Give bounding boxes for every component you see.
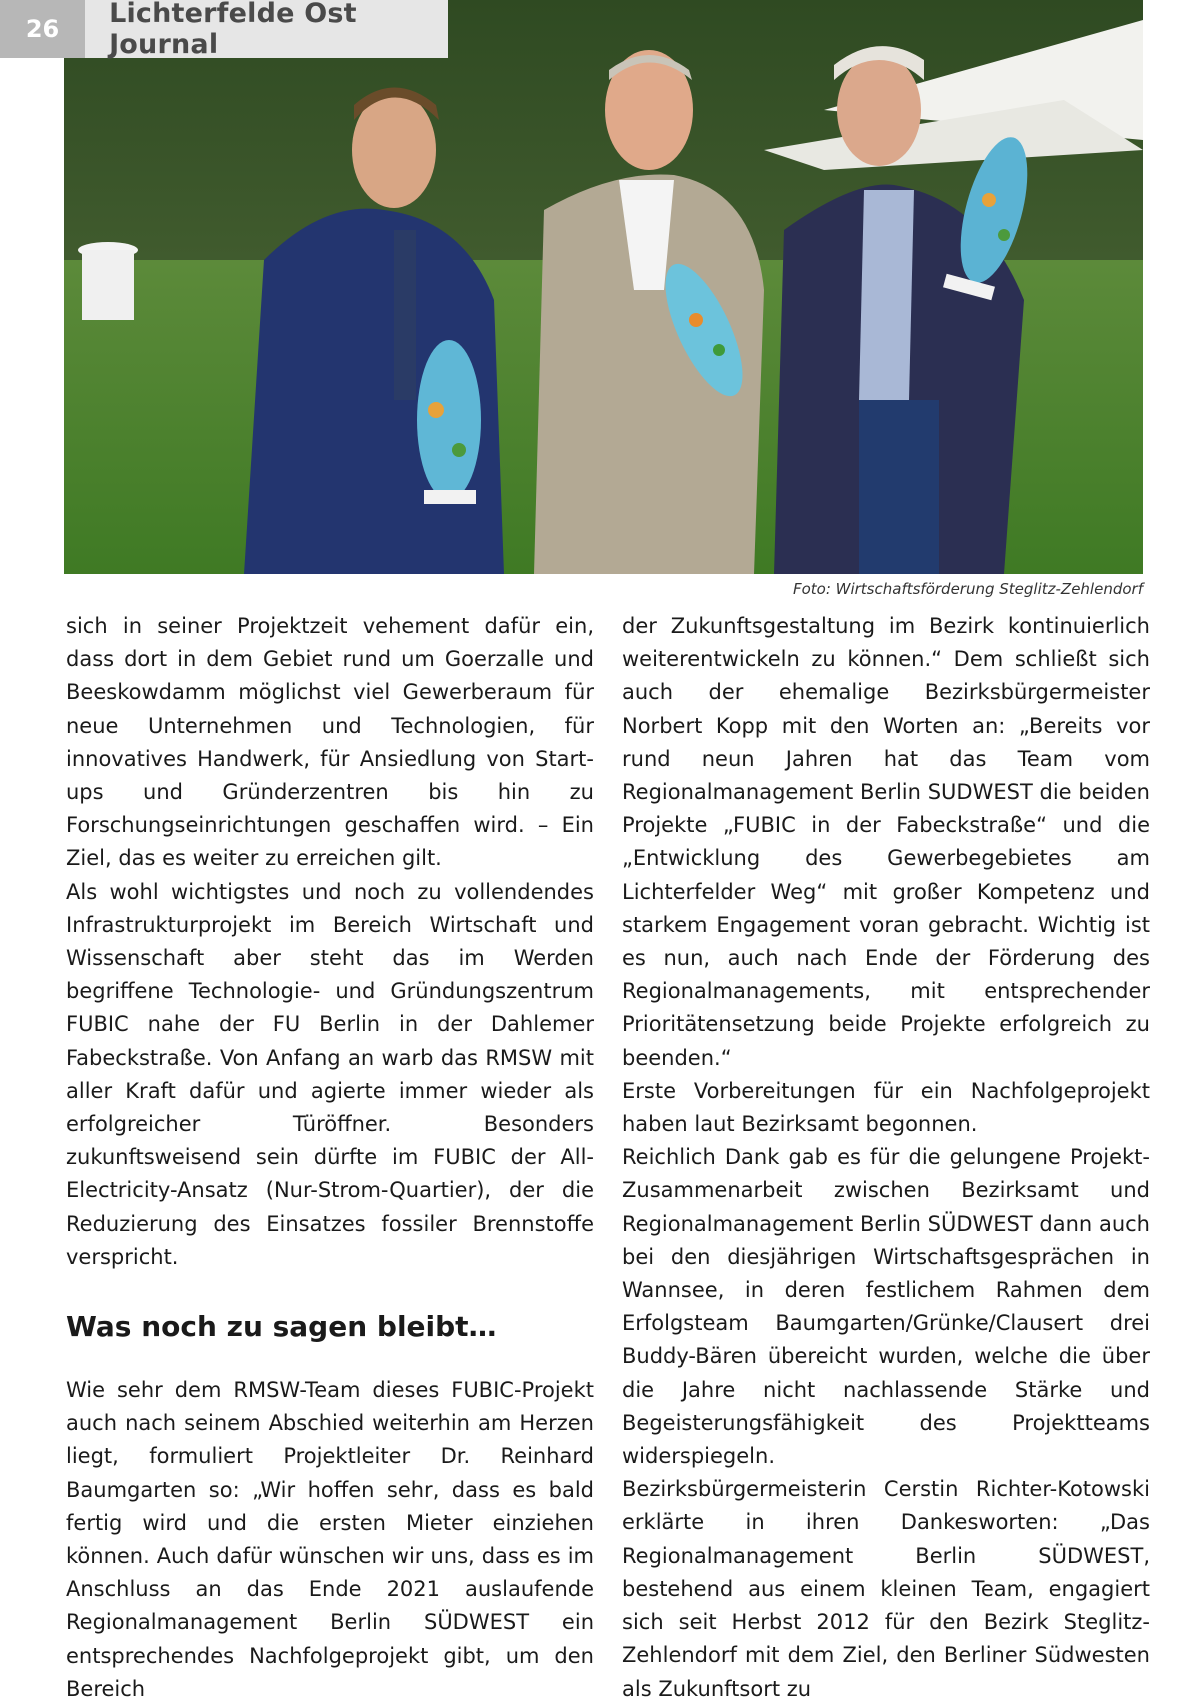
paragraph: der Zukunftsgestaltung im Bezirk kontinuierlich weiterentwickeln zu können.“ Dem schließt sich auch der ehemalige Bezirksbürgermeister Norbert Kopp mit den Worten an: „Bereits vor rund neun Jahren hat das Team vom Regionalmanagement Berlin SUDWEST die beiden Projekte „FUBIC in der Fabeckstraße“ und die „Entwicklung des Gewerbegebietes am Lichterfelder Weg“ mit großer Kompetenz und starkem Engagement voran gebracht. Wichtig ist es nun, auch nach Ende der Förderung des Regionalmanagements, mit entsprechender Prioritätensetzung beide Projekte erfolgreich zu beenden.“: [622, 614, 1150, 1070]
paragraph: Wie sehr dem RMSW-Team dieses FUBIC-Projekt auch nach seinem Abschied weiterhin am Herzen liegt, formuliert Projektleiter Dr. Reinhard Baumgarten so: „Wir hoffen sehr, dass es bald fertig wird und die ersten Mieter einziehen können. Auch dafür wünschen wir uns, dass es im Anschluss an das Ende 2021 auslaufende Regionalmanagement Berlin SÜDWEST ein entsprechendes Nachfolgeprojekt gibt, um den Bereich: [66, 1378, 594, 1701]
paragraph: Erste Vorbereitungen für ein Nachfolgeprojekt haben laut Bezirksamt begonnen.: [622, 1078, 1150, 1137]
page-number: 26: [0, 0, 85, 58]
page-header: [0, 0, 448, 58]
paragraph: Als wohl wichtigstes und noch zu vollendendes Infrastrukturprojekt im Bereich Wirtschaft und Wissenschaft aber steht das im Werden begriffene Technologie- und Gründungszentrum FUBIC nahe der FU Berlin in der Dahlemer Fabeckstraße. Von Anfang an warb das RMSW mit aller Kraft dafür und agierte immer wieder als erfolgreicher Türöffner. Besonders zukunftsweisend sein dürfte im FUBIC der All-Electricity-Ansatz (Nur-Strom-Quartier), der die Reduzierung des Einsatzes fossiler Brennstoffe verspricht.: [66, 879, 594, 1269]
journal-title: Lichterfelde Ost Journal: [109, 0, 357, 60]
paragraph: Bezirksbürgermeisterin Cerstin Richter-Kotowski erklärte in ihren Dankesworten: „Das Regionalmanagement Berlin SÜDWEST, bestehend aus einem kleinen Team, engagiert sich seit Herbst 2012 für den Bezirk Steglitz-Zehlendorf mit dem Ziel, den Berliner Südwesten als Zukunftsort zu: [622, 1477, 1150, 1701]
right-column: [622, 610, 1150, 1706]
paragraph: sich in seiner Projektzeit vehement dafür ein, dass dort in dem Gebiet rund um Goerzalle und Beeskowdamm möglichst viel Gewerberaum für neue Unternehmen und Technologien, für innovatives Handwerk, für Ansiedlung von Start-ups und Gründerzentren bis hin zu Forschungseinrichtungen geschaffen wird. – Ein Ziel, das es weiter zu erreichen gilt.: [66, 614, 594, 871]
section-heading: Was noch zu sagen bleibt…: [66, 1310, 497, 1344]
photo-caption: Foto: Wirtschaftsförderung Steglitz-Zehlendorf: [792, 580, 1143, 598]
paragraph: Reichlich Dank gab es für die gelungene Projekt-Zusammenarbeit zwischen Bezirksamt und Regionalmanagement Berlin SÜDWEST dann auch bei den diesjährigen Wirtschaftsgesprächen in Wannsee, in deren festlichem Rahmen dem Erfolgsteam Baumgarten/Grünke/Clausert drei Buddy-Bären übereicht wurden, welche die über die Jahre nicht nachlassende Stärke und Begeisterungsfähigkeit des Projektteams widerspiegeln.: [622, 1145, 1150, 1469]
left-column: [66, 610, 594, 1706]
event-photo: [64, 0, 1143, 574]
